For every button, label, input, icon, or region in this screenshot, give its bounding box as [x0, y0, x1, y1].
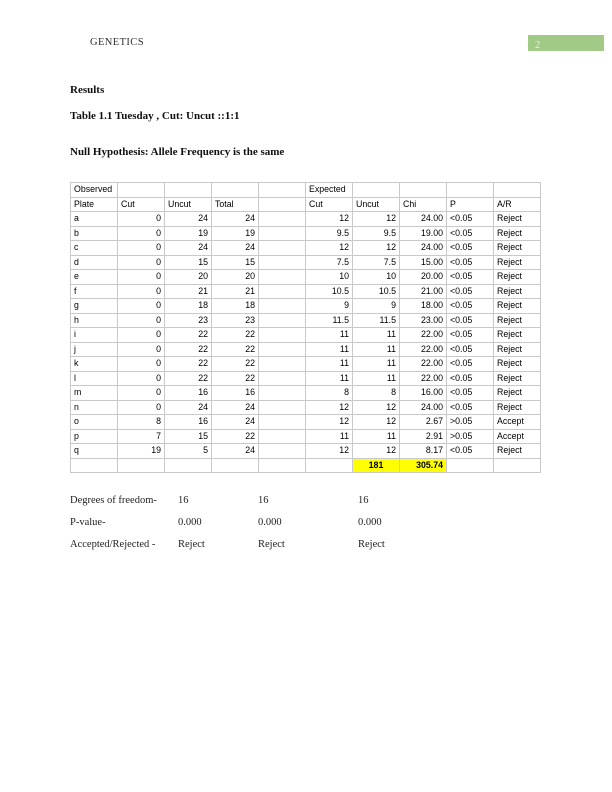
cell: 23: [165, 313, 212, 328]
cell: 18: [212, 299, 259, 314]
cell: 20: [212, 270, 259, 285]
cell: <0.05: [447, 444, 494, 459]
cell: 11: [353, 342, 400, 357]
cell: j: [71, 342, 118, 357]
cell: 15: [212, 255, 259, 270]
cell: Reject: [494, 371, 541, 386]
cell: 7: [118, 429, 165, 444]
cell: Accept: [494, 429, 541, 444]
cell: Uncut: [353, 197, 400, 212]
cell: 9.5: [353, 226, 400, 241]
cell: 8: [306, 386, 353, 401]
cell: l: [71, 371, 118, 386]
cell: e: [71, 270, 118, 285]
cell: >0.05: [447, 415, 494, 430]
summary-row-p-value: [0, 517, 612, 531]
cell: d: [71, 255, 118, 270]
cell: <0.05: [447, 284, 494, 299]
cell: 7.5: [353, 255, 400, 270]
table-row: [71, 270, 541, 285]
cell: 10: [353, 270, 400, 285]
cell: 19.00: [400, 226, 447, 241]
cell: i: [71, 328, 118, 343]
cell: [259, 415, 306, 430]
cell: 20: [165, 270, 212, 285]
cell: [259, 342, 306, 357]
summary-label: P-value-: [70, 517, 106, 528]
summary-label: Degrees of freedom-: [70, 495, 157, 506]
cell: 22: [212, 342, 259, 357]
cell: 23.00: [400, 313, 447, 328]
cell: 21: [212, 284, 259, 299]
cell: 11.5: [306, 313, 353, 328]
summary-value: 0.000: [178, 517, 202, 528]
cell: [259, 458, 306, 473]
table-row: [71, 328, 541, 343]
cell: 22: [165, 342, 212, 357]
cell: [259, 183, 306, 198]
cell: f: [71, 284, 118, 299]
cell: 0: [118, 212, 165, 227]
cell: 0: [118, 371, 165, 386]
cell: 12: [306, 444, 353, 459]
cell: P: [447, 197, 494, 212]
results-heading: Results: [70, 84, 105, 96]
cell: 24: [212, 444, 259, 459]
cell: 0: [118, 328, 165, 343]
cell: Reject: [494, 299, 541, 314]
cell: <0.05: [447, 357, 494, 372]
cell: [165, 458, 212, 473]
cell: 12: [353, 400, 400, 415]
cell: 16: [212, 386, 259, 401]
table-row: [71, 386, 541, 401]
cell: 12: [353, 212, 400, 227]
cell: 24.00: [400, 400, 447, 415]
summary-value: Reject: [358, 539, 385, 550]
cell: 22.00: [400, 342, 447, 357]
cell: 22.00: [400, 328, 447, 343]
cell: n: [71, 400, 118, 415]
cell: 8.17: [400, 444, 447, 459]
cell: 24: [212, 212, 259, 227]
cell: Plate: [71, 197, 118, 212]
cell: 11: [306, 371, 353, 386]
cell: Reject: [494, 357, 541, 372]
table-row: [71, 371, 541, 386]
cell: <0.05: [447, 299, 494, 314]
cell: [212, 458, 259, 473]
cell: 8: [118, 415, 165, 430]
cell: 0: [118, 284, 165, 299]
cell: [165, 183, 212, 198]
cell: 11: [353, 328, 400, 343]
table-row: [71, 284, 541, 299]
cell: g: [71, 299, 118, 314]
cell: [259, 371, 306, 386]
running-head-title: GENETICS: [90, 37, 144, 48]
cell: Reject: [494, 284, 541, 299]
cell: [353, 183, 400, 198]
cell: a: [71, 212, 118, 227]
cell: [259, 226, 306, 241]
cell: [259, 357, 306, 372]
cell: 21: [165, 284, 212, 299]
cell: 12: [306, 415, 353, 430]
table-row: [71, 415, 541, 430]
cell: 12: [353, 444, 400, 459]
cell: 11: [353, 371, 400, 386]
cell: Reject: [494, 313, 541, 328]
cell: [400, 183, 447, 198]
cell: [259, 284, 306, 299]
cell: [259, 241, 306, 256]
cell: Reject: [494, 400, 541, 415]
cell: Total: [212, 197, 259, 212]
cell: 11.5: [353, 313, 400, 328]
cell: 11: [353, 429, 400, 444]
cell: Cut: [118, 197, 165, 212]
cell: 0: [118, 357, 165, 372]
cell: 22: [212, 429, 259, 444]
cell: 7.5: [306, 255, 353, 270]
cell: <0.05: [447, 386, 494, 401]
cell: 22.00: [400, 357, 447, 372]
table-row: [71, 342, 541, 357]
cell: <0.05: [447, 241, 494, 256]
table-row: [71, 400, 541, 415]
cell: m: [71, 386, 118, 401]
cell: <0.05: [447, 212, 494, 227]
cell: [212, 183, 259, 198]
cell: <0.05: [447, 328, 494, 343]
cell: 18: [165, 299, 212, 314]
cell: 11: [306, 342, 353, 357]
cell: [259, 400, 306, 415]
cell: 24.00: [400, 241, 447, 256]
cell: 21.00: [400, 284, 447, 299]
cell: 22.00: [400, 371, 447, 386]
cell: 9: [353, 299, 400, 314]
cell: 22: [212, 328, 259, 343]
cell: 15.00: [400, 255, 447, 270]
cell: 0: [118, 226, 165, 241]
results-table: [70, 182, 541, 473]
cell: 15: [165, 429, 212, 444]
summary-value: 16: [358, 495, 369, 506]
cell: [259, 328, 306, 343]
cell: [259, 429, 306, 444]
cell: 24: [212, 241, 259, 256]
table-row: [71, 313, 541, 328]
cell: <0.05: [447, 400, 494, 415]
cell: Reject: [494, 226, 541, 241]
cell: 19: [165, 226, 212, 241]
cell: [494, 183, 541, 198]
cell: [259, 212, 306, 227]
cell: 2.67: [400, 415, 447, 430]
cell: [447, 458, 494, 473]
cell: [259, 270, 306, 285]
cell: 18.00: [400, 299, 447, 314]
cell: 23: [212, 313, 259, 328]
cell: 22: [212, 371, 259, 386]
cell: 20.00: [400, 270, 447, 285]
cell: <0.05: [447, 342, 494, 357]
cell: 305.74: [400, 458, 447, 473]
cell: h: [71, 313, 118, 328]
table-row: [71, 299, 541, 314]
summary-value: 0.000: [258, 517, 282, 528]
cell: k: [71, 357, 118, 372]
table-row: [71, 429, 541, 444]
cell: [118, 458, 165, 473]
summary-row-degrees-of-freedom: [0, 495, 612, 509]
table-row: [71, 255, 541, 270]
page-number-badge: [528, 35, 604, 51]
cell: >0.05: [447, 429, 494, 444]
cell: 24.00: [400, 212, 447, 227]
cell: 22: [165, 328, 212, 343]
total-row: [71, 458, 541, 473]
cell: Chi: [400, 197, 447, 212]
cell: 11: [353, 357, 400, 372]
cell: 0: [118, 255, 165, 270]
cell: 2.91: [400, 429, 447, 444]
cell: [259, 299, 306, 314]
cell: [259, 255, 306, 270]
cell: 181: [353, 458, 400, 473]
cell: 10: [306, 270, 353, 285]
cell: [259, 313, 306, 328]
cell: b: [71, 226, 118, 241]
cell: 22: [165, 357, 212, 372]
cell: Observed: [71, 183, 118, 198]
cell: Uncut: [165, 197, 212, 212]
cell: Reject: [494, 212, 541, 227]
null-hypothesis-heading: Null Hypothesis: Allele Frequency is the same: [70, 146, 285, 158]
cell: 24: [212, 415, 259, 430]
cell: <0.05: [447, 371, 494, 386]
cell: 19: [118, 444, 165, 459]
cell: 9.5: [306, 226, 353, 241]
summary-value: Reject: [258, 539, 285, 550]
cell: 16: [165, 386, 212, 401]
table-title: Table 1.1 Tuesday , Cut: Uncut ::1:1: [70, 110, 240, 122]
cell: 5: [165, 444, 212, 459]
cell: [259, 386, 306, 401]
column-header-row: [71, 197, 541, 212]
cell: [71, 458, 118, 473]
cell: <0.05: [447, 270, 494, 285]
table-row: [71, 212, 541, 227]
cell: 12: [306, 241, 353, 256]
summary-value: 16: [258, 495, 269, 506]
results-table-body: [71, 183, 541, 473]
cell: Reject: [494, 255, 541, 270]
cell: [259, 444, 306, 459]
cell: 0: [118, 386, 165, 401]
cell: 10.5: [353, 284, 400, 299]
table-row: [71, 226, 541, 241]
cell: c: [71, 241, 118, 256]
cell: 0: [118, 342, 165, 357]
cell: Expected: [306, 183, 353, 198]
cell: 16.00: [400, 386, 447, 401]
table-row: [71, 444, 541, 459]
cell: 9: [306, 299, 353, 314]
cell: Reject: [494, 270, 541, 285]
cell: A/R: [494, 197, 541, 212]
cell: 0: [118, 241, 165, 256]
table-row: [71, 357, 541, 372]
cell: 22: [165, 371, 212, 386]
cell: <0.05: [447, 313, 494, 328]
summary-value: 16: [178, 495, 189, 506]
cell: 12: [306, 212, 353, 227]
cell: [494, 458, 541, 473]
cell: Reject: [494, 241, 541, 256]
cell: <0.05: [447, 226, 494, 241]
cell: 24: [212, 400, 259, 415]
cell: [306, 458, 353, 473]
cell: 19: [212, 226, 259, 241]
cell: o: [71, 415, 118, 430]
cell: p: [71, 429, 118, 444]
summary-row-accepted-rejected: [0, 539, 612, 553]
cell: 11: [306, 328, 353, 343]
cell: 8: [353, 386, 400, 401]
summary-value: Reject: [178, 539, 205, 550]
cell: Reject: [494, 342, 541, 357]
table-row: [71, 241, 541, 256]
cell: 11: [306, 357, 353, 372]
cell: 12: [306, 400, 353, 415]
summary-value: 0.000: [358, 517, 382, 528]
cell: Reject: [494, 444, 541, 459]
cell: Accept: [494, 415, 541, 430]
cell: [259, 197, 306, 212]
cell: 22: [212, 357, 259, 372]
summary-label: Accepted/Rejected -: [70, 539, 156, 550]
cell: 10.5: [306, 284, 353, 299]
cell: Reject: [494, 328, 541, 343]
cell: 11: [306, 429, 353, 444]
cell: Reject: [494, 386, 541, 401]
cell: [447, 183, 494, 198]
cell: 16: [165, 415, 212, 430]
cell: 24: [165, 212, 212, 227]
cell: 0: [118, 270, 165, 285]
cell: <0.05: [447, 255, 494, 270]
group-header-row: [71, 183, 541, 198]
cell: 0: [118, 299, 165, 314]
cell: 24: [165, 400, 212, 415]
cell: 0: [118, 400, 165, 415]
page-number: 2: [535, 40, 541, 51]
cell: 12: [353, 241, 400, 256]
cell: [118, 183, 165, 198]
cell: 15: [165, 255, 212, 270]
cell: q: [71, 444, 118, 459]
cell: Cut: [306, 197, 353, 212]
cell: 12: [353, 415, 400, 430]
cell: 24: [165, 241, 212, 256]
cell: 0: [118, 313, 165, 328]
